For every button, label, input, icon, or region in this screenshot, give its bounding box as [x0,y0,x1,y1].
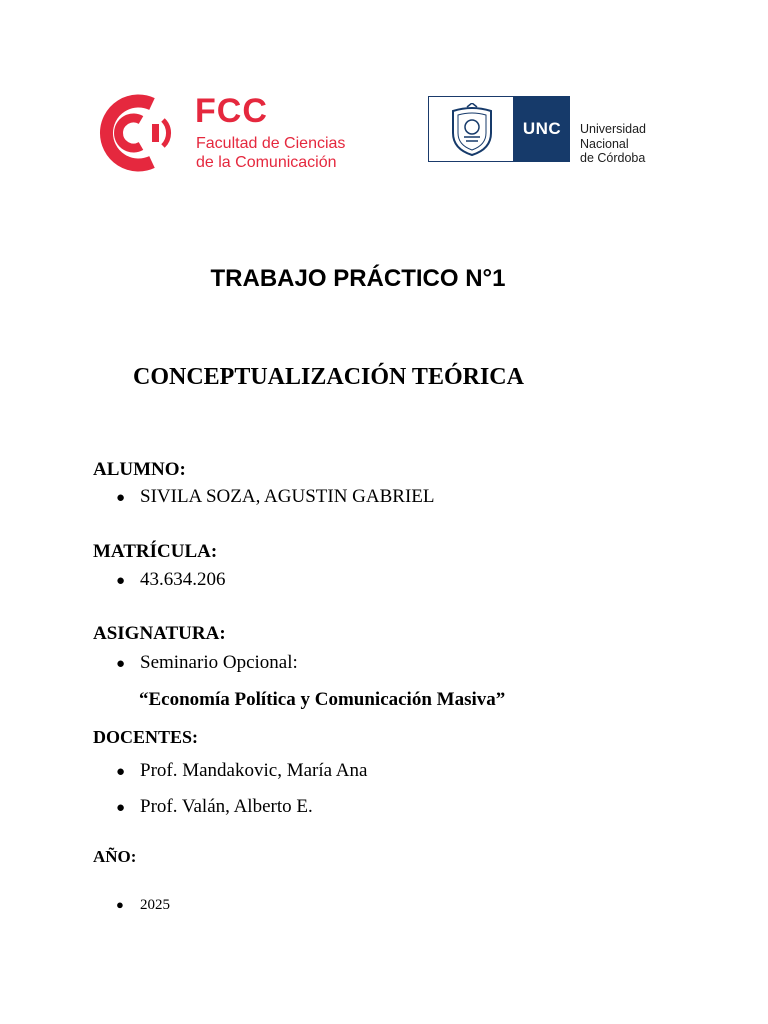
matricula-item [116,568,226,593]
anio-label: AÑO: [93,847,137,866]
unc-name-line3: de Córdoba [580,151,646,165]
document-subtitle: CONCEPTUALIZACIÓN TEÓRICA [133,364,524,390]
docentes-label: DOCENTES: [93,727,199,747]
unc-name [580,122,646,166]
unc-logo [428,96,660,164]
alumno-item [116,485,435,510]
asignatura-item [116,651,298,676]
matricula-label: MATRÍCULA: [93,541,218,562]
docente-item [116,795,313,820]
bullet-icon: ● [116,764,126,780]
unc-seal-icon [447,103,497,157]
bullet-icon: ● [116,573,126,589]
matricula-value: 43.634.206 [140,569,226,590]
bullet-icon: ● [116,490,126,506]
alumno-name: SIVILA SOZA, AGUSTIN GABRIEL [140,486,435,507]
anio-value: 2025 [140,897,170,913]
asignatura-value: Seminario Opcional: [140,652,298,673]
bullet-icon: ● [116,897,124,912]
bullet-icon: ● [116,656,126,672]
fcc-logo [92,90,352,180]
unc-acronym: UNC [514,96,570,162]
document-title: TRABAJO PRÁCTICO N°1 [210,265,506,292]
bullet-icon: ● [116,800,126,816]
unc-name-line2: Nacional [580,136,629,151]
fcc-name [196,134,345,172]
asignatura-label: ASIGNATURA: [93,623,226,644]
fcc-acronym: FCC [195,92,268,130]
fcc-c-broadcast-icon [92,90,174,176]
course-title: “Economía Política y Comunicación Masiva” [139,689,506,710]
unc-seal-box [428,96,514,162]
fcc-name-line2: de la Comunicación [196,154,337,171]
docente-item [116,759,367,784]
anio-item [116,893,170,917]
alumno-label: ALUMNO: [93,459,186,480]
docente-name: Prof. Valán, Alberto E. [140,796,313,817]
docente-name: Prof. Mandakovic, María Ana [140,760,368,781]
unc-name-line1: Universidad [580,122,647,136]
fcc-name-line1: Facultad de Ciencias [196,135,346,152]
